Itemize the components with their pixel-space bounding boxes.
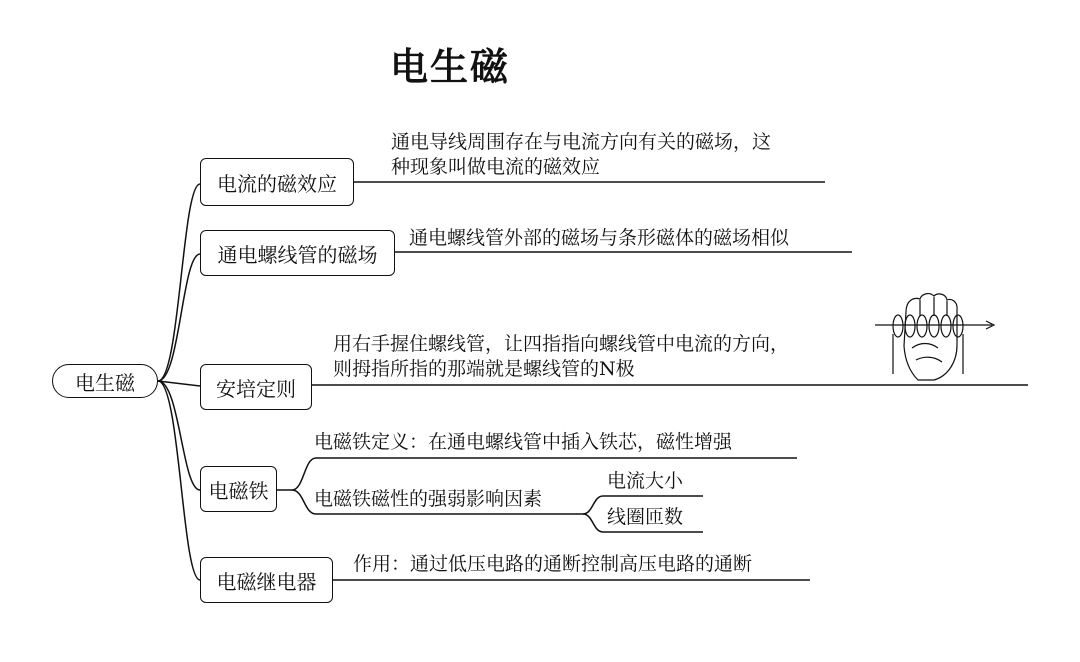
connector-branch-5 bbox=[158, 381, 200, 580]
electromagnet-factors-label: 电磁铁磁性的强弱影响因素 bbox=[314, 488, 543, 510]
connector-branch-2 bbox=[158, 254, 200, 381]
branch-label: 通电螺线管的磁场 bbox=[217, 242, 378, 267]
branch-label: 电流的磁效应 bbox=[217, 171, 337, 196]
page-title: 电生磁 bbox=[389, 44, 510, 89]
note-solenoid-field: 通电螺线管外部的磁场与条形磁体的磁场相似 bbox=[409, 227, 790, 249]
connector-em-definition bbox=[292, 458, 797, 490]
branch-node-relay bbox=[200, 557, 333, 603]
right-hand-rule-figure bbox=[875, 294, 994, 380]
branch-node-ampere-rule bbox=[200, 364, 312, 410]
note-relay: 作用：通过低压电路的通断控制高压电路的通断 bbox=[353, 553, 753, 575]
note-ampere-rule-line2: 则拇指所指的那端就是螺线管的N极 bbox=[333, 358, 635, 380]
branch-node-magnetic-effect bbox=[200, 158, 354, 206]
branch-node-solenoid-field bbox=[200, 230, 395, 276]
branch-label: 电磁铁 bbox=[208, 478, 269, 503]
note-magnetic-effect-line2: 种现象叫做电流的磁效应 bbox=[391, 156, 601, 178]
electromagnet-definition: 电磁铁定义：在通电螺线管中插入铁芯，磁性增强 bbox=[314, 431, 733, 453]
root-label: 电生磁 bbox=[75, 370, 135, 395]
branch-label: 安培定则 bbox=[216, 376, 296, 401]
branch-node-electromagnet bbox=[200, 466, 277, 512]
factor-coil-turns: 线圈匝数 bbox=[607, 506, 684, 528]
note-ampere-rule-line1: 用右手握住螺线管，让四指指向螺线管中电流的方向， bbox=[333, 333, 790, 355]
factor-current-size: 电流大小 bbox=[607, 470, 684, 492]
root-node bbox=[52, 364, 158, 398]
branch-label: 电磁继电器 bbox=[216, 569, 317, 594]
connector-branch-1 bbox=[158, 184, 200, 381]
note-magnetic-effect-line1: 通电导线周围存在与电流方向有关的磁场，这 bbox=[391, 131, 772, 153]
